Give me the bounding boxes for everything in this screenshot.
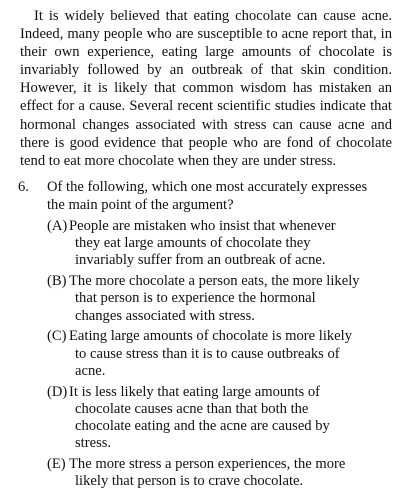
question-stem: [18, 178, 388, 214]
choice-text: Eating large amounts of chocolate is more likely to cause stress than it is to cause outbreaks of acne.: [69, 328, 353, 379]
answer-choices: [18, 218, 388, 490]
choice-text: The more chocolate a person eats, the more likely that person is to experience the hormonal changes associated with stress.: [69, 273, 360, 324]
question-number: 6.: [18, 179, 29, 195]
choice-letter: (C): [47, 328, 67, 345]
choice-text: People are mistaken who insist that whenever they eat large amounts of chocolate they invariably suffer from an outbreak of acne.: [69, 218, 336, 269]
choice-c: [18, 328, 388, 380]
choice-letter: (B): [47, 273, 67, 290]
choice-text: It is less likely that eating large amounts of chocolate causes acne than that both the chocolate eating and the acne are caused by stress.: [69, 383, 330, 452]
choice-letter: (A): [47, 218, 68, 234]
choice-letter: (E): [47, 456, 66, 473]
choice-a: [18, 218, 388, 270]
choice-b: [18, 273, 388, 325]
question-text: Of the following, which one most accurately expresses the main point of the argument?: [47, 179, 368, 213]
choice-letter: (D): [47, 383, 68, 400]
passage-paragraph: It is widely believed that eating chocolate can cause acne. Indeed, many people who are susceptible to acne report that, in their own experience, eating large amounts of chocolate is invariably followed by an outbreak of that skin condition. However, it is likely that common wisdom has mistaken an effect for a cause. Several recent scientific studies indicate that hormonal changes associated with stress can cause acne and there is good evidence that people who are fond of chocolate tend to eat more chocolate when they are under stress.: [20, 8, 392, 169]
question-block: [18, 178, 388, 494]
choice-text: The more stress a person experiences, the more likely that person is to crave chocolate.: [69, 456, 346, 490]
choice-e: [18, 456, 388, 490]
choice-d: [18, 384, 388, 453]
